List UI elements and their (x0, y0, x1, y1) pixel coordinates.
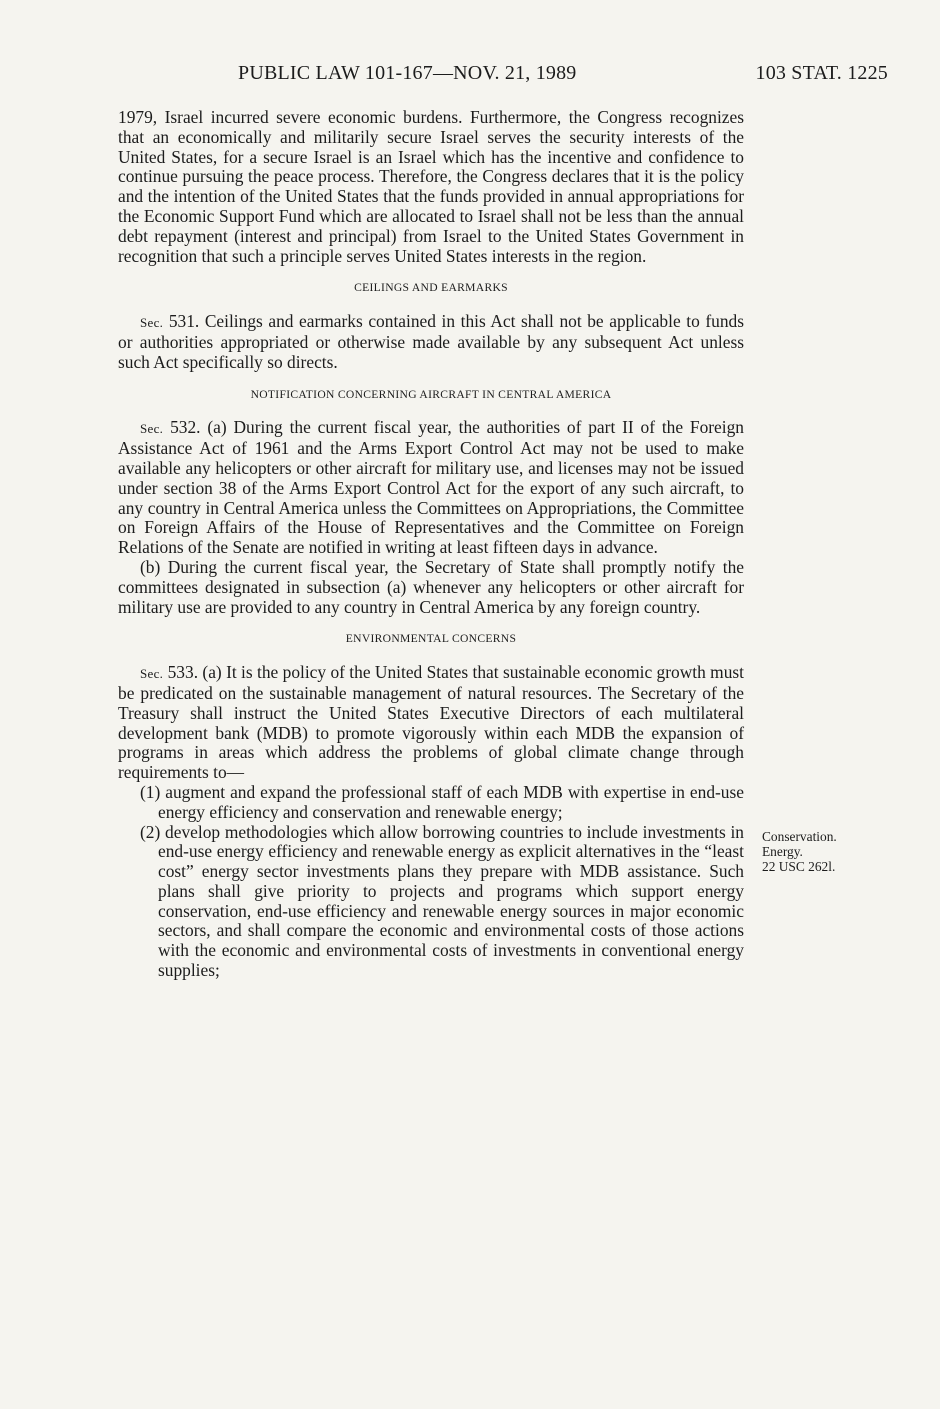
running-title: PUBLIC LAW 101-167—NOV. 21, 1989 (238, 62, 577, 84)
stat-page-number: 103 STAT. 1225 (755, 62, 888, 84)
section-532a-text: 532. (a) During the current fiscal year, the authorities of part II of the Foreign Assistance Act of 1961 and the Arms Export Control Act may not be used to make available any helicopters or other aircraft for military use, and licenses may not be issued under section 38 of the Arms Export Control Act for the export of any such aircraft, to any country in Central America unless the Committees on Appropriations, the Committee on Foreign Affairs of the House of Representatives and the Committee on Foreign Relations of the Senate are notified in writing at least fifteen days in advance. (118, 417, 745, 558)
section-heading-ceilings: CEILINGS AND EARMARKS (354, 281, 508, 295)
page-header (118, 62, 888, 92)
margin-note-conservation: Conservation. (762, 829, 837, 844)
sec-label: Sec. (140, 421, 164, 437)
section-532a-paragraph (118, 418, 744, 558)
section-533a-item-2: (2) develop methodologies which allow borrowing countries to include investments in end-use energy efficiency and renewable energy as explicit alternatives in the “least cost” energy sector investments plans they prepare with MDB assistance. Such plans shall give priority to projects and programs which support energy conservation, end-use efficiency and renewable energy sources in major economic sectors, and shall compare the economic and environmental costs of those actions with the economic and environmental costs of investments in conventional energy supplies; (140, 821, 744, 981)
section-531-paragraph (118, 312, 744, 372)
sec-label: Sec. (140, 666, 164, 682)
margin-notes (762, 829, 912, 874)
section-531-text: 531. Ceilings and earmarks contained in this Act shall not be applicable to funds or authorities appropriated or otherwise made available by any subsequent Act unless such Act specifically so directs. (118, 311, 744, 372)
margin-note-usc-citation: 22 USC 262l. (762, 859, 836, 874)
section-533a-paragraph (118, 663, 744, 783)
section-533a-text: 533. (a) It is the policy of the United States that sustainable economic growth must be predicated on the sustainable management of natural resources. The Secretary of the Treasury shall instruct the United States Executive Directors of each multilateral development bank (MDB) to promote vigorously within each MDB the expansion of programs in areas which address the problems of global climate change through requirements to— (118, 662, 744, 783)
document-body (118, 108, 744, 981)
section-heading-environmental: ENVIRONMENTAL CONCERNS (345, 632, 517, 646)
intro-paragraph: 1979, Israel incurred severe economic burdens. Furthermore, the Congress recognizes that an economically and militarily secure Israel serves the security interests of the United States, for a secure Israel is an Israel which has the incentive and confidence to continue pursuing the peace process. Therefore, the Congress declares that it is the policy and the intention of the United States that the funds provided in annual appropriations for the Economic Support Fund which are allocated to Israel shall not be less than the annual debt repayment (interest and principal) from Israel to the United States Government in recognition that such a principle serves United States interests in the region. (118, 107, 744, 266)
section-heading-aircraft: NOTIFICATION CONCERNING AIRCRAFT IN CENTRAL AMERICA (250, 387, 612, 401)
sec-label: Sec. (140, 315, 164, 331)
section-533a-item-1: (1) augment and expand the professional staff of each MDB with expertise in end-use energy efficiency and conservation and renewable energy; (140, 781, 744, 822)
section-532b-paragraph: (b) During the current fiscal year, the Secretary of State shall promptly notify the committees designated in subsection (a) whenever any helicopters or other aircraft for military use are provided to any country in Central America by any foreign country. (118, 556, 744, 617)
margin-note-energy: Energy. (762, 844, 803, 859)
